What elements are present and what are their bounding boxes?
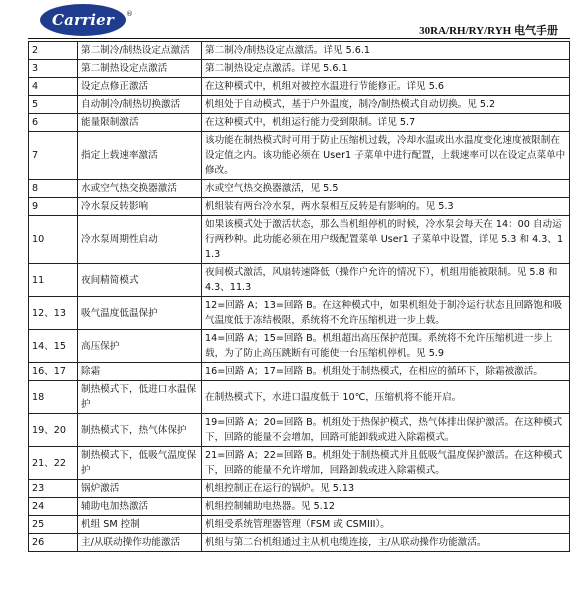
mode-name: 机组 SM 控制 — [78, 516, 202, 534]
mode-name: 除霜 — [78, 363, 202, 381]
mode-number: 6 — [29, 114, 78, 132]
mode-name: 第二制冷/制热设定点激活 — [78, 42, 202, 60]
table-row — [29, 381, 570, 414]
mode-description: 该功能在制热模式时可用于防止压缩机过载，冷却水温或出水温度变化速度被限制在设定值之内。该功能必须在 User1 子菜单中进行配置，上载速率可以在设定点菜单中修改。 — [202, 132, 570, 180]
mode-description: 机组控制正在运行的锅炉。见 5.13 — [202, 480, 570, 498]
mode-name: 指定上载速率激活 — [78, 132, 202, 180]
mode-number: 25 — [29, 516, 78, 534]
mode-description: 16=回路 A；17=回路 B。机组处于制热模式，在相应的循环下，除霜被激活。 — [202, 363, 570, 381]
mode-description: 21=回路 A；22=回路 B。机组处于制热模式并且低吸气温度保护激活。在这种模式下，回路的能量不允许增加，回路卸载或进入除霜模式。 — [202, 447, 570, 480]
mode-number: 5 — [29, 96, 78, 114]
mode-name: 吸气温度低温保护 — [78, 297, 202, 330]
table-row — [29, 198, 570, 216]
mode-number: 3 — [29, 60, 78, 78]
table-row — [29, 96, 570, 114]
mode-name: 冷水泵反转影响 — [78, 198, 202, 216]
table-row — [29, 363, 570, 381]
mode-number: 10 — [29, 216, 78, 264]
mode-number: 4 — [29, 78, 78, 96]
mode-name: 辅助电加热激活 — [78, 498, 202, 516]
mode-number: 11 — [29, 264, 78, 297]
mode-description: 机组与第二台机组通过主从机电缆连接，主/从联动操作功能激活。 — [202, 534, 570, 552]
mode-name: 第二制热设定点激活 — [78, 60, 202, 78]
table-row — [29, 534, 570, 552]
mode-number: 14、15 — [29, 330, 78, 363]
table-row — [29, 180, 570, 198]
mode-name: 制热模式下，低进口水温保护 — [78, 381, 202, 414]
mode-number: 16、17 — [29, 363, 78, 381]
mode-name: 设定点修正激活 — [78, 78, 202, 96]
table-row — [29, 498, 570, 516]
mode-number: 26 — [29, 534, 78, 552]
mode-number: 2 — [29, 42, 78, 60]
mode-description: 在这种模式中，机组对被控水温进行节能修正。详见 5.6 — [202, 78, 570, 96]
header-rule — [28, 38, 570, 39]
mode-description: 机组受系统管理器管理（FSM 或 CSMIII）。 — [202, 516, 570, 534]
mode-name: 夜间精简模式 — [78, 264, 202, 297]
table-row — [29, 414, 570, 447]
mode-name: 冷水泵周期性启动 — [78, 216, 202, 264]
mode-description: 14=回路 A；15=回路 B。机组超出高压保护范围。系统将不允许压缩机进一步上载，为了防止高压跳断有可能使一台压缩机停机。见 5.9 — [202, 330, 570, 363]
mode-name: 能量限制激活 — [78, 114, 202, 132]
document-title: 30RA/RH/RY/RYH 电气手册 — [419, 25, 558, 37]
mode-name: 锅炉激活 — [78, 480, 202, 498]
table-row — [29, 114, 570, 132]
table-row — [29, 330, 570, 363]
mode-description: 夜间模式激活，风扇转速降低（操作户允许的情况下），机组用能被限制。见 5.8 和 4.3、11.3 — [202, 264, 570, 297]
mode-number: 8 — [29, 180, 78, 198]
table-row — [29, 78, 570, 96]
registered-mark: ® — [126, 10, 133, 18]
mode-number: 21、22 — [29, 447, 78, 480]
mode-number: 18 — [29, 381, 78, 414]
table-row — [29, 447, 570, 480]
mode-name: 自动制冷/制热切换激活 — [78, 96, 202, 114]
table-row — [29, 42, 570, 60]
carrier-logo — [40, 4, 126, 36]
table-row — [29, 297, 570, 330]
mode-description: 水或空气热交换器激活，见 5.5 — [202, 180, 570, 198]
table-row — [29, 264, 570, 297]
mode-name: 主/从联动操作功能激活 — [78, 534, 202, 552]
mode-description: 机组装有两台冷水泵，两水泵相互反转是有影响的。见 5.3 — [202, 198, 570, 216]
table-row — [29, 132, 570, 180]
mode-number: 12、13 — [29, 297, 78, 330]
mode-name: 制热模式下，热气体保护 — [78, 414, 202, 447]
mode-description: 在这种模式中，机组运行能力受到限制。详见 5.7 — [202, 114, 570, 132]
mode-name: 水或空气热交换器激活 — [78, 180, 202, 198]
mode-number: 19、20 — [29, 414, 78, 447]
mode-description: 19=回路 A；20=回路 B。机组处于热保护模式，热气体排出保护激活。在这种模式下，回路的能量不会增加，回路可能卸载或进入除霜模式。 — [202, 414, 570, 447]
page-header — [0, 0, 578, 40]
mode-description: 机组控制辅助电热器。见 5.12 — [202, 498, 570, 516]
mode-description: 第二制冷/制热设定点激活。详见 5.6.1 — [202, 42, 570, 60]
operating-mode-table — [28, 41, 570, 552]
mode-description: 第二制热设定点激活。详见 5.6.1 — [202, 60, 570, 78]
table-row — [29, 60, 570, 78]
table-row — [29, 516, 570, 534]
mode-description: 如果该模式处于激活状态，那么当机组停机的时候，冷水泵会每天在 14：00 自动运行两秒种。此功能必须在用户级配置菜单 User1 子菜单中设置，详见 5.3 和 4.3、11.3 — [202, 216, 570, 264]
table-body — [29, 42, 570, 552]
mode-number: 7 — [29, 132, 78, 180]
mode-number: 24 — [29, 498, 78, 516]
mode-name: 高压保护 — [78, 330, 202, 363]
mode-number: 23 — [29, 480, 78, 498]
table-row — [29, 216, 570, 264]
brand-name: Carrier — [51, 11, 114, 29]
mode-description: 在制热模式下，水进口温度低于 10℃，压缩机将不能开启。 — [202, 381, 570, 414]
mode-number: 9 — [29, 198, 78, 216]
table-row — [29, 480, 570, 498]
mode-description: 12=回路 A；13=回路 B。在这种模式中，如果机组处于制冷运行状态且回路饱和吸气温度低于冻结极限，系统将不允许压缩机进一步上载。 — [202, 297, 570, 330]
mode-description: 机组处于自动模式，基于户外温度，制冷/制热模式自动切换。见 5.2 — [202, 96, 570, 114]
mode-name: 制热模式下，低吸气温度保护 — [78, 447, 202, 480]
